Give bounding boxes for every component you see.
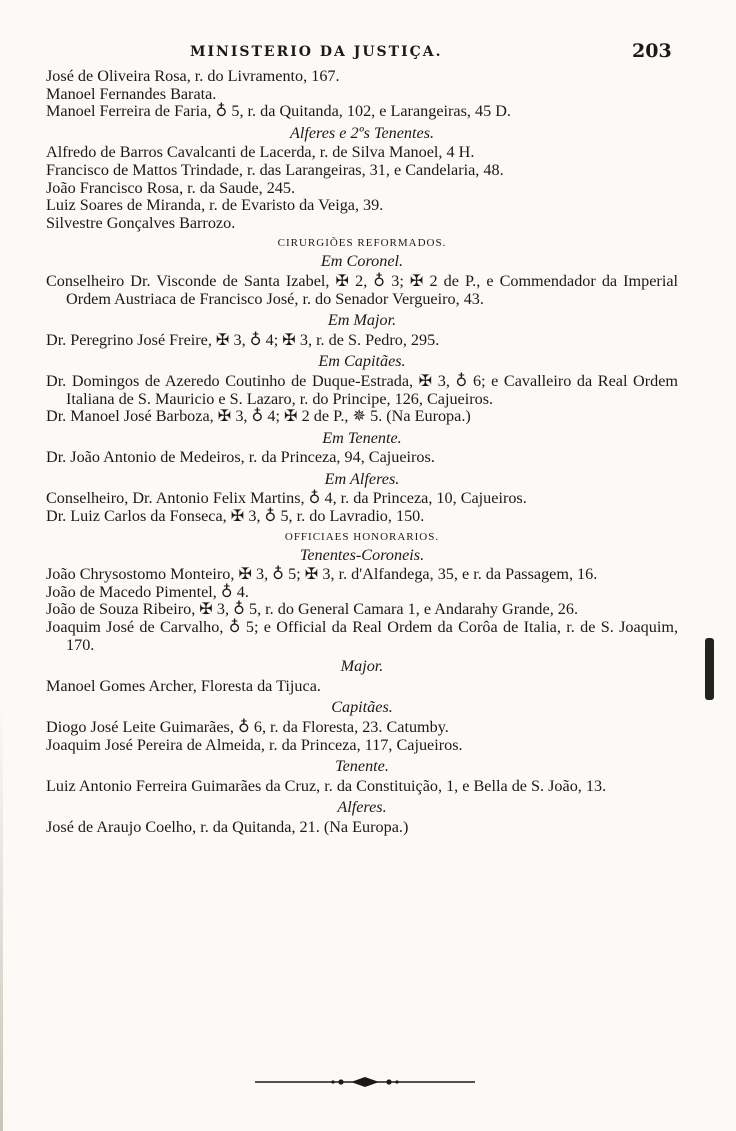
directory-entry: Silvestre Gonçalves Barrozo.	[46, 213, 236, 232]
directory-entry: José de Araujo Coelho, r. da Quitanda, 21. (Na Europa.)	[46, 817, 409, 836]
rank-heading: Major.	[340, 657, 384, 676]
rank-heading: Tenente.	[335, 757, 389, 776]
directory-entry: Conselheiro, Dr. Antonio Felix Martins, ♁ 4, r. da Princeza, 10, Cajueiros.	[46, 489, 527, 508]
directory-entry: João de Macedo Pimentel, ♁ 4.	[46, 582, 249, 601]
rank-heading: Alferes e 2ºs Tenentes.	[289, 123, 435, 142]
page-edge-shadow	[0, 700, 3, 1131]
rank-heading: Em Capitães.	[318, 352, 406, 371]
rank-heading: Em Alferes.	[324, 469, 400, 488]
rank-heading: Tenentes-Coroneis.	[299, 545, 425, 564]
page-header	[0, 40, 736, 70]
scan-margin-mark	[705, 638, 714, 700]
directory-entry: Dr. Manoel José Barboza, ✠ 3, ♁ 4; ✠ 2 de P., ✵ 5. (Na Europa.)	[46, 407, 471, 426]
directory-entry: Luiz Soares de Miranda, r. de Evaristo da Veiga, 39.	[46, 196, 384, 215]
directory-entry: Dr. Domingos de Azeredo Coutinho de Duque-Estrada, ✠ 3, ♁ 6; e Cavalleiro da Real Ordem Italiana de S. Mauricio e S. Lazaro, r. do Principe, 126, Cajueiros.	[46, 371, 678, 408]
directory-entry: Diogo José Leite Guimarães, ♁ 6, r. da Floresta, 23. Catumby.	[46, 718, 449, 736]
rank-heading: Em Coronel.	[320, 252, 404, 271]
directory-entry: João Francisco Rosa, r. da Saude, 245.	[46, 178, 296, 197]
directory-entry: João de Souza Ribeiro, ✠ 3, ♁ 5, r. do General Camara 1, e Andarahy Grande, 26.	[46, 600, 579, 619]
page-number: 203	[632, 40, 672, 62]
running-title: MINISTERIO DA JUSTIÇA.	[190, 44, 443, 60]
directory-entry: Dr. Luiz Carlos da Fonseca, ✠ 3, ♁ 5, r. do Lavradio, 150.	[46, 507, 425, 526]
directory-entry: João Chrysostomo Monteiro, ✠ 3, ♁ 5; ✠ 3, r. d'Alfandega, 35, e r. da Passagem, 16.	[46, 565, 598, 584]
closing-ornament-icon	[255, 1075, 475, 1089]
directory-entry: Joaquim José de Carvalho, ♁ 5; e Official da Real Ordem da Corôa de Italia, r. de S. Joaquim, 170.	[46, 618, 678, 654]
directory-entry: Joaquim José Pereira de Almeida, r. da Princeza, 117, Cajueiros.	[46, 735, 463, 754]
directory-entry: Manoel Fernandes Barata.	[46, 84, 217, 103]
rank-heading: Em Tenente.	[322, 428, 402, 447]
directory-entry: Luiz Antonio Ferreira Guimarães da Cruz, r. da Constituição, 1, e Bella de S. João, 13.	[46, 776, 607, 795]
directory-entry: Dr. Peregrino José Freire, ✠ 3, ♁ 4; ✠ 3, r. de S. Pedro, 295.	[46, 330, 440, 349]
page-body	[46, 68, 678, 837]
rank-heading: Capitães.	[331, 698, 393, 717]
directory-entry: Alfredo de Barros Cavalcanti de Lacerda, r. de Silva Manoel, 4 H.	[46, 143, 475, 162]
directory-entry: Manoel Ferreira de Faria, ♁ 5, r. da Quitanda, 102, e Larangeiras, 45 D.	[46, 102, 511, 121]
directory-entry: José de Oliveira Rosa, r. do Livramento, 167.	[46, 67, 340, 85]
section-heading: CIRURGIÕES REFORMADOS.	[277, 237, 447, 250]
directory-entry: Dr. João Antonio de Medeiros, r. da Princeza, 94, Cajueiros.	[46, 448, 435, 467]
rank-heading: Alferes.	[337, 798, 387, 817]
directory-entry: Francisco de Mattos Trindade, r. das Larangeiras, 31, e Candelaria, 48.	[46, 160, 504, 179]
directory-entry: Conselheiro Dr. Visconde de Santa Izabel, ✠ 2, ♁ 3; ✠ 2 de P., e Commendador da Imperial Ordem Austriaca de Francisco José, r. do Senador Vergueiro, 43.	[46, 271, 678, 308]
section-heading: OFFICIAES HONORARIOS.	[284, 530, 440, 543]
rank-heading: Em Major.	[327, 311, 397, 330]
directory-entry: Manoel Gomes Archer, Floresta da Tijuca.	[46, 676, 321, 695]
